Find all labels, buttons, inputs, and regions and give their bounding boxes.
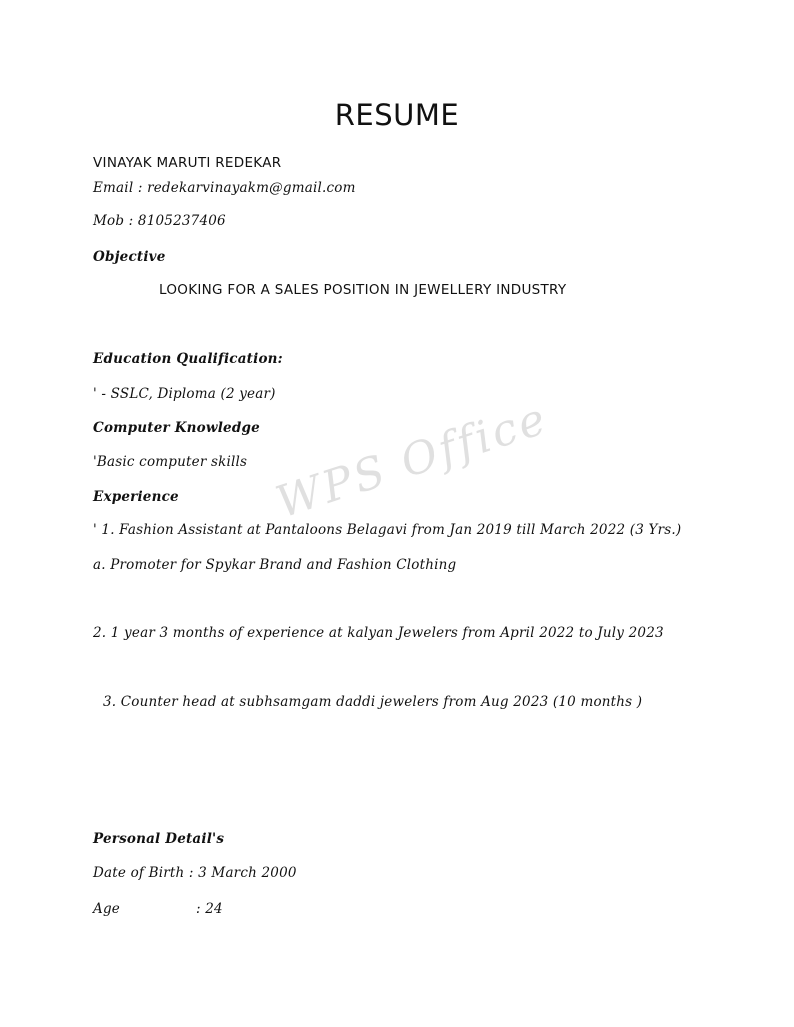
mobile-line: Mob : 8105237406	[93, 213, 226, 229]
resume-title: RESUME	[334, 98, 460, 132]
experience-item: ' 1. Fashion Assistant at Pantaloons Belagavi from Jan 2019 till March 2022 (3 Yrs.)	[93, 522, 682, 538]
date-of-birth: Date of Birth : 3 March 2000	[93, 865, 297, 881]
email-line: Email : redekarvinayakm@gmail.com	[93, 180, 356, 196]
personal-details-heading: Personal Detail's	[93, 831, 225, 847]
computer-knowledge-heading: Computer Knowledge	[93, 420, 260, 436]
education-heading: Education Qualification:	[93, 351, 283, 367]
wps-office-watermark: WPS Office	[270, 392, 555, 529]
objective-text: LOOKING FOR A SALES POSITION IN JEWELLERY INDUSTRY	[159, 282, 567, 298]
experience-item: 3. Counter head at subhsamgam daddi jewelers from Aug 2023 (10 months )	[103, 694, 643, 710]
experience-heading: Experience	[93, 489, 179, 505]
experience-item: 2. 1 year 3 months of experience at kalyan Jewelers from April 2022 to July 2023	[93, 625, 664, 641]
age-value: : 24	[196, 901, 223, 917]
age-label: Age	[93, 901, 120, 917]
candidate-name: VINAYAK MARUTI REDEKAR	[93, 155, 282, 171]
education-text: ' - SSLC, Diploma (2 year)	[93, 386, 276, 402]
objective-heading: Objective	[93, 249, 166, 265]
computer-knowledge-text: 'Basic computer skills	[93, 454, 248, 470]
experience-item: a. Promoter for Spykar Brand and Fashion Clothing	[93, 557, 457, 573]
